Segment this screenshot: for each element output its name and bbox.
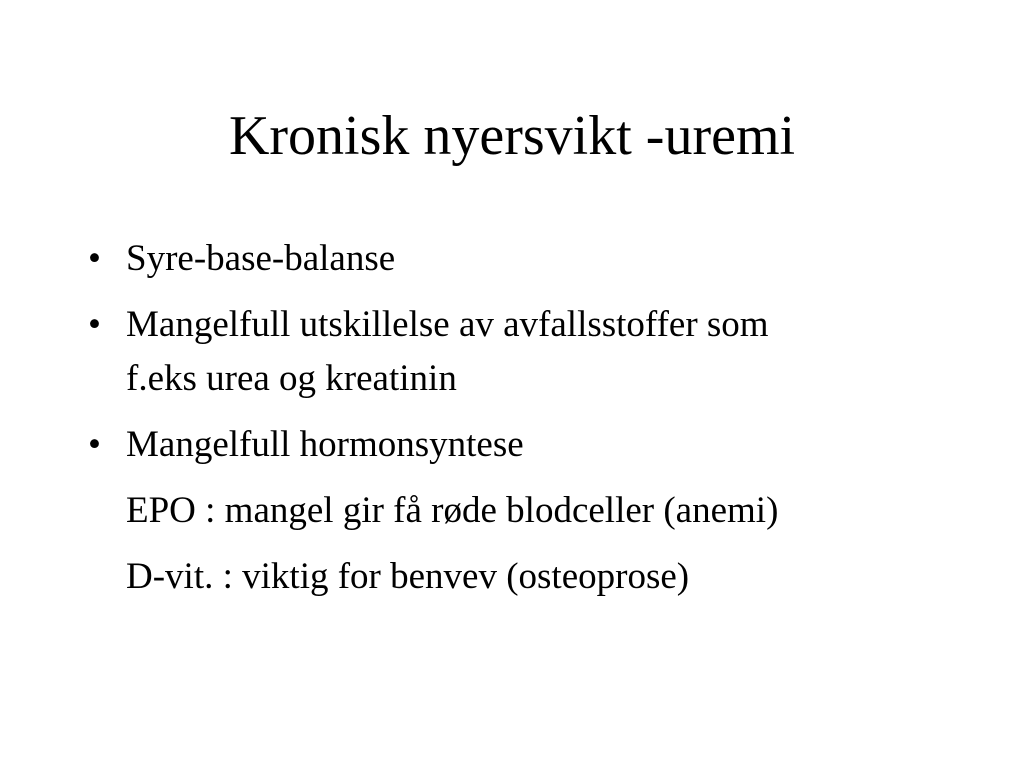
bullet-text-line-1: Mangelfull utskillelse av avfallsstoffer som <box>126 304 769 345</box>
bullet-text: Mangelfull hormonsyntese <box>126 424 524 465</box>
sub-item-text: EPO : mangel gir få røde blodceller (anemi) <box>126 490 779 531</box>
bullet-list <box>86 232 966 616</box>
sub-item-text: D-vit. : viktig for benvev (osteoprose) <box>126 556 690 597</box>
bullet-icon: • <box>88 424 101 465</box>
bullet-text: Syre-base-balanse <box>126 238 396 279</box>
list-item <box>86 298 966 406</box>
list-item <box>86 418 966 472</box>
sub-item-dvit <box>86 550 966 604</box>
bullet-icon: • <box>88 238 101 279</box>
slide-title: Kronisk nyersvikt -uremi <box>228 105 796 167</box>
list-item <box>86 232 966 286</box>
sub-item-epo <box>86 484 966 538</box>
bullet-icon: • <box>88 304 101 345</box>
bullet-text-line-2: f.eks urea og kreatinin <box>126 358 457 399</box>
